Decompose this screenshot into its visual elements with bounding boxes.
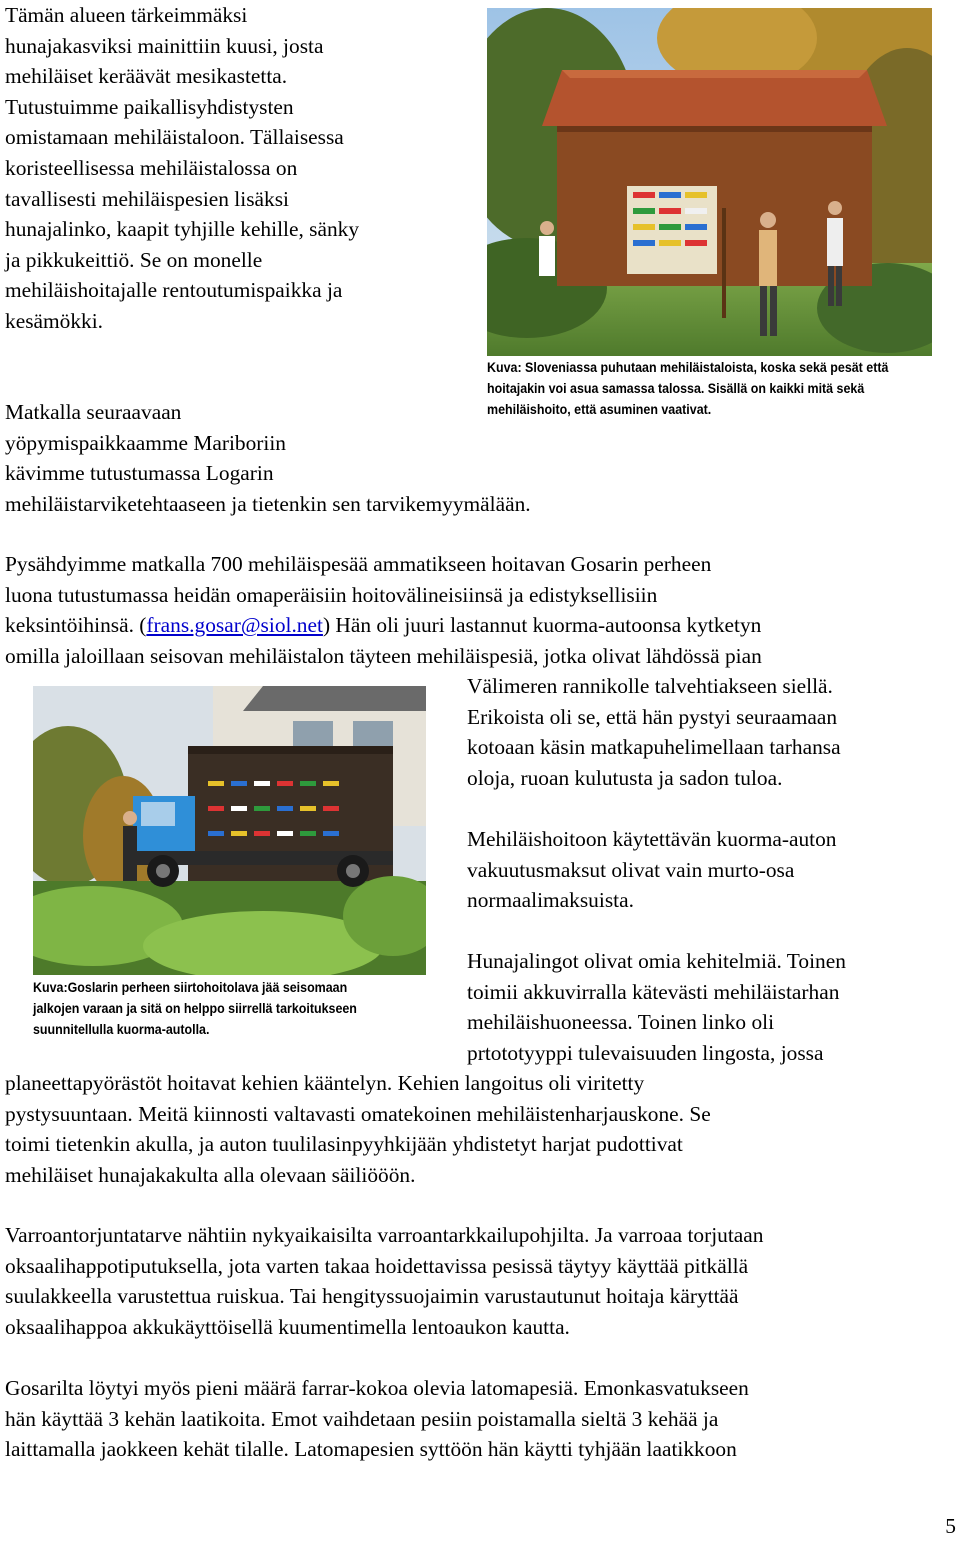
text-line: kotoaan käsin matkapuhelimellaan tarhansa [467, 735, 841, 760]
caption-line: Kuva:Goslarin perheen siirtohoitolava jää seisomaan [33, 980, 348, 995]
text-fragment: ) Hän oli juuri lastannut kuorma-autoonsa kytketyn [322, 613, 762, 638]
text-line: tavallisesti mehiläispesien lisäksi [5, 186, 289, 211]
text-line: pystysuuntaan. Meitä kiinnosti valtavasti omatekoinen mehiläistenharjauskone. Se [5, 1101, 711, 1126]
paragraph-varroa [5, 1220, 764, 1342]
text-line: Hunajalingot olivat omia kehitelmiä. Toinen [467, 949, 846, 973]
text-line: prtototyyppi tulevaisuuden lingosta, jossa [467, 1040, 824, 1065]
right-column-block-1 [467, 671, 841, 793]
paragraph-bee-house-intro [5, 0, 359, 337]
text-line: suulakkeella varustettua ruiskua. Tai hengityssuojaimin varustautunut hoitaja käryttää [5, 1284, 739, 1309]
bee-house-photo [487, 8, 932, 356]
text-line: hunajalinko, kaapit tyhjille kehille, sänky [5, 217, 360, 242]
right-column-block-3 [467, 946, 846, 1068]
text-line: mehiläishoitajalle rentoutumispaikka ja [5, 278, 343, 303]
text-line: toimi tietenkin akulla, ja auton tuulilasinpyyhkijään yhdistetyt harjat pudottivat [5, 1132, 683, 1157]
page-number: 5 [945, 1514, 956, 1538]
text-line: luona tutustumassa heidän omaperäisiin hoitovälineisiinsä ja edistyksellisiin [5, 582, 658, 607]
text-line: Välimeren rannikolle talvehtiakseen siellä. [467, 674, 833, 698]
caption-line: mehiläishoito, että asuminen vaativat. [487, 402, 712, 417]
text-line: hunajakasviksi mainittiin kuusi, josta [5, 33, 324, 58]
text-line: oksaalihappotiputuksella, jota varten takaa hoidettavissa pesissä täytyy käyttää pitkällä [5, 1253, 749, 1278]
text-line: planeettapyörästöt hoitavat kehien kääntelyn. Kehien langoitus oli viritetty [5, 1071, 645, 1095]
text-line: yöpymispaikkaamme Mariboriin [5, 430, 286, 455]
text-line: mehiläistarviketehtaaseen ja tietenkin sen tarvikemyymälään. [5, 491, 531, 516]
text-line: vakuutusmaksut olivat vain murto-osa [467, 857, 795, 882]
text-line: mehiläiset hunajakakulta alla olevaan säiliööön. [5, 1162, 416, 1187]
text-line: Tutustuimme paikallisyhdistysten [5, 94, 294, 119]
text-line: mehiläiset keräävät mesikastetta. [5, 64, 288, 89]
paragraph-logar-visit [5, 397, 531, 519]
text-line: koristeellisessa mehiläistalossa on [5, 155, 298, 180]
hive-truck-photo-caption [33, 977, 357, 1040]
caption-line: Kuva: Sloveniassa puhutaan mehiläistaloista, koska sekä pesät että [487, 360, 889, 375]
text-line: Mehiläishoitoon käytettävän kuorma-auton [467, 827, 837, 851]
text-line: oloja, ruoan kulutusta ja sadon tuloa. [467, 765, 783, 790]
text-line: kesämökki. [5, 308, 104, 333]
text-line: Varroantorjuntatarve nähtiin nykyaikaisilta varroantarkkailupohjilta. Ja varroaa torjutaan [5, 1223, 764, 1247]
text-line: omistamaan mehiläistaloon. Tällaisessa [5, 125, 344, 150]
text-line: Pysähdyimme matkalla 700 mehiläispesää ammatikseen hoitavan Gosarin perheen [5, 552, 712, 576]
text-line: laittamalla jaokkeen kehät tilalle. Latomapesien syttöön hän käytti tyhjään laatikkoon [5, 1437, 737, 1462]
text-line: ja pikkukeittiö. Se on monelle [5, 247, 263, 272]
bee-house-photo-caption [487, 357, 888, 420]
caption-line: jalkojen varaan ja sitä on helppo siirrellä tarkoitukseen [33, 1001, 357, 1016]
text-line: Matkalla seuraavaan [5, 400, 182, 424]
caption-line: hoitajakin voi asua samassa talossa. Sisällä on kaikki mitä sekä [487, 381, 865, 396]
paragraph-queen-rearing [5, 1373, 749, 1465]
text-line: Tämän alueen tärkeimmäksi [5, 3, 248, 27]
text-line: kävimme tutustumassa Logarin [5, 461, 274, 486]
text-line: normaalimaksuista. [467, 888, 634, 913]
text-line: oksaalihappoa akkukäyttöisellä kuumentimella lentoaukon kautta. [5, 1314, 570, 1339]
text-fragment: keksintöihinsä. ( [5, 613, 147, 638]
text-line [5, 610, 762, 641]
right-column-block-2 [467, 824, 837, 916]
text-line: omilla jaloillaan seisovan mehiläistalon täyteen mehiläispesiä, jotka olivat lähdössä pian [5, 643, 762, 668]
caption-line: suunnitellulla kuorma-autolla. [33, 1022, 210, 1037]
text-line: Erikoista oli se, että hän pystyi seuraamaan [467, 704, 838, 729]
text-line: mehiläishuoneessa. Toinen linko oli [467, 1010, 775, 1035]
email-link[interactable]: frans.gosar@siol.net [146, 613, 323, 638]
text-line: toimii akkuvirralla kätevästi mehiläistarhan [467, 979, 840, 1004]
text-line: hän käyttää 3 kehän laatikoita. Emot vaihdetaan pesiin poistamalla sieltä 3 kehää ja [5, 1406, 719, 1431]
hive-truck-photo [33, 686, 426, 975]
text-line: Gosarilta löytyi myös pieni määrä farrar-kokoa olevia latomapesiä. Emonkasvatukseen [5, 1376, 749, 1400]
paragraph-gosar-family [5, 549, 762, 671]
paragraph-extractor [5, 1068, 711, 1190]
